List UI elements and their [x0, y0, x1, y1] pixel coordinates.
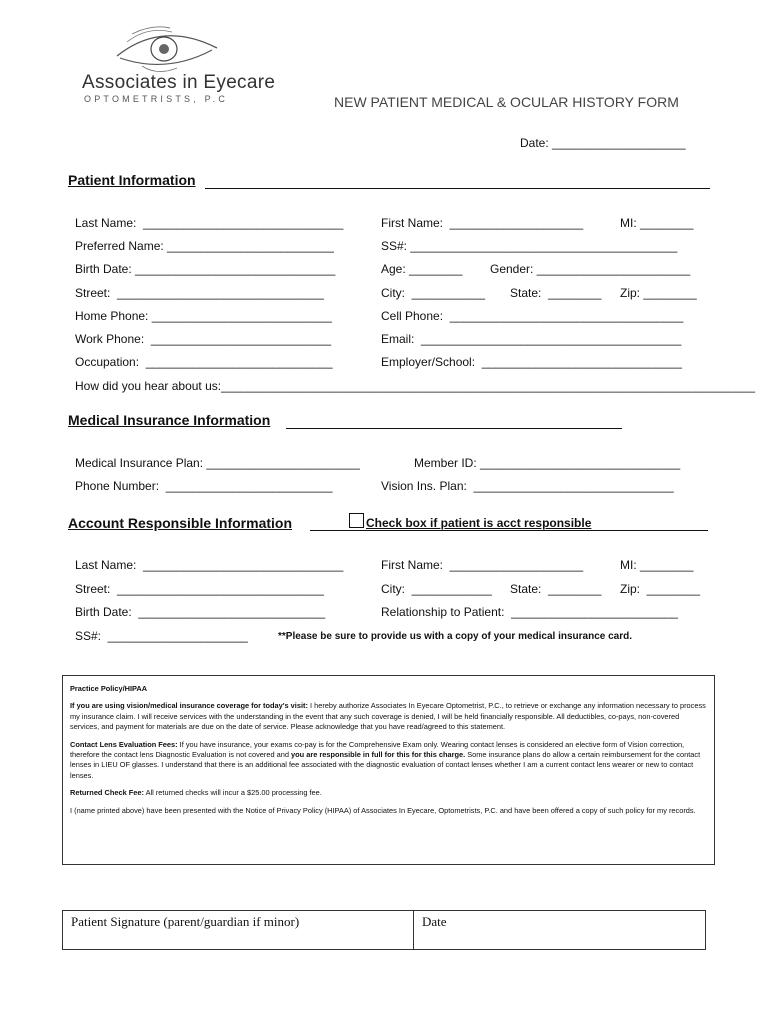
referral-source-field[interactable]: How did you hear about us:________________________________________________________________________________: [75, 379, 755, 393]
account-birth-date-field[interactable]: Birth Date: ____________________________: [75, 605, 326, 619]
signature-table: [62, 910, 706, 950]
patient-age-field[interactable]: Age: ________: [381, 262, 463, 276]
account-street-field[interactable]: Street: _______________________________: [75, 582, 324, 596]
policy-insurance-paragraph: [70, 701, 707, 732]
patient-birth-date-field[interactable]: Birth Date: ______________________________: [75, 262, 336, 276]
policy-returned-check-text: All returned checks will incur a $25.00 processing fee.: [143, 788, 322, 798]
policy-box: [62, 675, 715, 865]
policy-returned-check-lead: Returned Check Fee:: [70, 788, 144, 798]
occupation-field[interactable]: Occupation: ____________________________: [75, 355, 333, 369]
acct-responsible-label: Check box if patient is acct responsible: [366, 516, 592, 530]
policy-contact-lens-text: If you have insurance, your exams co-pay is for the Comprehensive Exam only. Wearing contact lenses is considered an elective form of Vision correction, therefore the contact lens Diagnostic Evaluation is not covered and: [70, 739, 685, 760]
insurance-plan-field[interactable]: Medical Insurance Plan: _______________________: [75, 456, 360, 470]
policy-contact-lens-text-2: Some insurance plans do allow a certain reimbursement for the contact lenses in LIEU OF glasses. I understand that there is an additional fee associated with the diagnostic evaluation of contact lenses whether I am a current contact lens wearer or new to contact lenses.: [70, 750, 701, 780]
patient-last-name-field[interactable]: Last Name: ______________________________: [75, 216, 344, 230]
insurance-info-heading: Medical Insurance Information: [68, 412, 271, 428]
patient-first-name-field[interactable]: First Name: ____________________: [381, 216, 584, 230]
member-id-field[interactable]: Member ID: ______________________________: [414, 456, 681, 470]
section-rule: [205, 188, 710, 189]
date-field[interactable]: Date: ____________________: [520, 136, 686, 150]
policy-contact-lens-paragraph: [70, 740, 707, 782]
policy-hipaa-paragraph: I (name printed above) have been presented with the Notice of Privacy Policy (HIPAA) of Associates In Eyecare, Optometrists, P.C. and have been offered a copy of such policy for my records.: [70, 805, 696, 815]
policy-contact-lens-lead: Contact Lens Evaluation Fees:: [70, 739, 178, 749]
patient-gender-field[interactable]: Gender: _______________________: [490, 262, 691, 276]
section-rule: [310, 530, 708, 531]
policy-insurance-lead: If you are using vision/medical insurance coverage for today's visit:: [70, 701, 308, 711]
account-last-name-field[interactable]: Last Name: ______________________________: [75, 558, 344, 572]
account-first-name-field[interactable]: First Name: ____________________: [381, 558, 584, 572]
account-ss-field[interactable]: SS#: _____________________: [75, 629, 248, 643]
email-field[interactable]: Email: _______________________________________: [381, 332, 682, 346]
insurance-card-note: **Please be sure to provide us with a copy of your medical insurance card.: [278, 631, 633, 642]
acct-responsible-checkbox[interactable]: [349, 513, 364, 528]
employer-school-field[interactable]: Employer/School: ______________________________: [381, 355, 682, 369]
patient-mi-field[interactable]: MI: ________: [620, 216, 694, 230]
patient-state-field[interactable]: State: ________: [510, 286, 602, 300]
policy-heading: Practice Policy/HIPAA: [70, 684, 148, 693]
section-rule: [286, 428, 622, 429]
patient-street-field[interactable]: Street: _______________________________: [75, 286, 324, 300]
cell-phone-field[interactable]: Cell Phone: ___________________________________: [381, 309, 684, 323]
signature-date-label: Date: [422, 914, 447, 929]
patient-ss-field[interactable]: SS#: ________________________________________: [381, 239, 678, 253]
account-state-field[interactable]: State: ________: [510, 582, 602, 596]
insurance-phone-field[interactable]: Phone Number: _________________________: [75, 479, 333, 493]
patient-signature-cell[interactable]: [63, 911, 414, 949]
relationship-field[interactable]: Relationship to Patient: _________________________: [381, 605, 678, 619]
account-info-heading: Account Responsible Information: [68, 515, 293, 531]
account-zip-field[interactable]: Zip: ________: [620, 582, 701, 596]
logo-name: Associates in Eyecare: [82, 72, 276, 93]
home-phone-field[interactable]: Home Phone: ___________________________: [75, 309, 332, 323]
account-city-field[interactable]: City: ____________: [381, 582, 492, 596]
eye-logo-icon: [112, 22, 222, 77]
policy-returned-check-paragraph: [70, 788, 707, 798]
patient-signature-label: Patient Signature (parent/guardian if minor): [71, 914, 300, 929]
preferred-name-field[interactable]: Preferred Name: _________________________: [75, 239, 334, 253]
policy-contact-lens-emphasis: you are responsible in full for this for this charge.: [291, 750, 466, 760]
practice-logo: [82, 22, 276, 112]
patient-city-field[interactable]: City: ___________: [381, 286, 486, 300]
work-phone-field[interactable]: Work Phone: ___________________________: [75, 332, 332, 346]
policy-insurance-text: I hereby authorize Associates In Eyecare Optometrist, P.C., to retrieve or exchange any information necessary to process my insurance claim. I will receive services with the understanding in the event that any such coverage is denied, I will be held financially responsible. All deductibles, co-pays, non-covered services, and payment for materials are due on the date of service. Please acknowledge that you have read/agreed to this statement.: [70, 701, 706, 732]
vision-plan-field[interactable]: Vision Ins. Plan: ______________________________: [381, 479, 674, 493]
patient-zip-field[interactable]: Zip: ________: [620, 286, 697, 300]
form-title: NEW PATIENT MEDICAL & OCULAR HISTORY FORM: [334, 94, 679, 110]
logo-subtitle: OPTOMETRISTS, P.C: [84, 94, 229, 104]
patient-info-heading: Patient Information: [68, 172, 196, 188]
signature-date-cell[interactable]: [414, 911, 455, 949]
account-mi-field[interactable]: MI: ________: [620, 558, 694, 572]
